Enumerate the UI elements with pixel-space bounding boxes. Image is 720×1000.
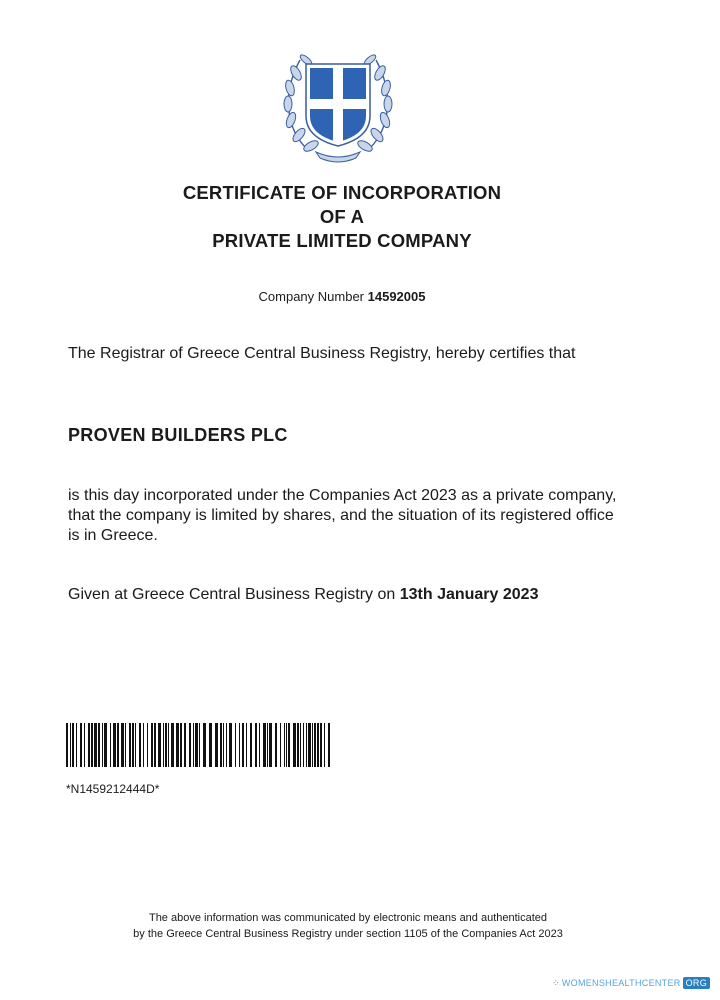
barcode-bar xyxy=(158,723,161,767)
barcode-bar xyxy=(84,723,85,767)
barcode-bar xyxy=(324,723,325,767)
footer-note xyxy=(0,910,696,942)
barcode-bar xyxy=(246,723,247,767)
company-number-label: Company Number xyxy=(258,289,365,304)
given-statement xyxy=(68,585,628,605)
barcode-bar xyxy=(168,723,169,767)
barcode-bar xyxy=(229,723,232,767)
given-prefix: Given at Greece Central Business Registry on xyxy=(68,586,396,603)
barcode-bar xyxy=(176,723,179,767)
barcode-bar xyxy=(320,723,322,767)
barcode-bar xyxy=(203,723,206,767)
barcode-bar xyxy=(328,723,330,767)
title-line-1: CERTIFICATE OF INCORPORATION xyxy=(182,182,502,203)
barcode-bar xyxy=(94,723,97,767)
barcode-bar xyxy=(209,723,212,767)
barcode-bar xyxy=(259,723,260,767)
registrar-statement: The Registrar of Greece Central Business Registry, hereby certifies that xyxy=(68,345,576,362)
barcode-bar xyxy=(303,723,304,767)
barcode-bar xyxy=(226,723,227,767)
barcode-bar xyxy=(288,723,290,767)
barcode-bar xyxy=(317,723,319,767)
title-line-3: PRIVATE LIMITED COMPANY xyxy=(212,230,472,251)
certificate-title xyxy=(0,181,684,253)
company-name: PROVEN BUILDERS PLC xyxy=(68,425,288,445)
barcode-bar xyxy=(220,723,222,767)
barcode-bar xyxy=(102,723,103,767)
footer-line-2: by the Greece Central Business Registry under section 1105 of the Companies Act 2023 xyxy=(133,928,563,940)
barcode-bar xyxy=(297,723,299,767)
watermark xyxy=(552,976,710,990)
barcode-bar xyxy=(250,723,252,767)
barcode-bar xyxy=(98,723,100,767)
barcode-bar xyxy=(143,723,144,767)
barcode-bar xyxy=(80,723,82,767)
barcode-bar xyxy=(284,723,285,767)
barcode-bar xyxy=(72,723,74,767)
barcode-bar xyxy=(129,723,131,767)
barcode-bar xyxy=(180,723,182,767)
barcode-bar xyxy=(132,723,134,767)
barcode-bar xyxy=(300,723,301,767)
title-line-2: OF A xyxy=(319,206,365,227)
barcode-bar xyxy=(125,723,126,767)
barcode-bar xyxy=(184,723,186,767)
barcode-bar xyxy=(91,723,93,767)
barcode-bar xyxy=(165,723,167,767)
barcode-bar xyxy=(88,723,90,767)
barcode-bar xyxy=(117,723,119,767)
barcode-bar xyxy=(163,723,164,767)
barcode-bar xyxy=(280,723,281,767)
barcode-bar xyxy=(70,723,71,767)
barcode-bar xyxy=(147,723,148,767)
watermark-dots-icon: ⁘ xyxy=(552,977,560,988)
watermark-badge: ORG xyxy=(683,977,710,989)
company-number-value: 14592005 xyxy=(367,289,426,304)
barcode-bar xyxy=(151,723,153,767)
barcode-bar xyxy=(293,723,296,767)
barcode-bar xyxy=(110,723,111,767)
barcode-bar xyxy=(306,723,307,767)
barcode-bar xyxy=(76,723,77,767)
barcode-bar xyxy=(235,723,236,767)
footer-line-1: The above information was communicated by electronic means and authenticated xyxy=(148,912,548,924)
company-number xyxy=(0,289,684,304)
barcode-bar xyxy=(267,723,268,767)
barcode-bar xyxy=(308,723,311,767)
barcode-bar xyxy=(255,723,257,767)
barcode-bar xyxy=(139,723,141,767)
barcode-bar xyxy=(104,723,107,767)
barcode-bar xyxy=(113,723,116,767)
barcode-bar xyxy=(314,723,316,767)
barcode-bar xyxy=(199,723,200,767)
incorporation-statement: is this day incorporated under the Companies Act 2023 as a private company, that the company is limited by shares, and the situation of its registered office is in Greece. xyxy=(68,487,617,544)
barcode-bar xyxy=(223,723,224,767)
barcode-bar xyxy=(275,723,277,767)
barcode xyxy=(66,723,330,767)
barcode-bar xyxy=(286,723,287,767)
barcode-text: *N1459212444D* xyxy=(66,782,160,796)
barcode-bar xyxy=(263,723,266,767)
given-date: 13th January 2023 xyxy=(399,586,539,603)
barcode-bar xyxy=(66,723,68,767)
barcode-bar xyxy=(193,723,194,767)
watermark-text: WOMENSHEALTHCENTER xyxy=(561,978,681,988)
barcode-bar xyxy=(312,723,313,767)
barcode-bar xyxy=(171,723,174,767)
barcode-bar xyxy=(121,723,124,767)
barcode-bar xyxy=(239,723,240,767)
barcode-bar xyxy=(135,723,136,767)
barcode-bar xyxy=(189,723,191,767)
barcode-bar xyxy=(154,723,156,767)
barcode-bar xyxy=(269,723,272,767)
barcode-bar xyxy=(195,723,198,767)
barcode-bar xyxy=(242,723,244,767)
coat-of-arms-icon xyxy=(272,38,404,166)
barcode-bar xyxy=(215,723,218,767)
